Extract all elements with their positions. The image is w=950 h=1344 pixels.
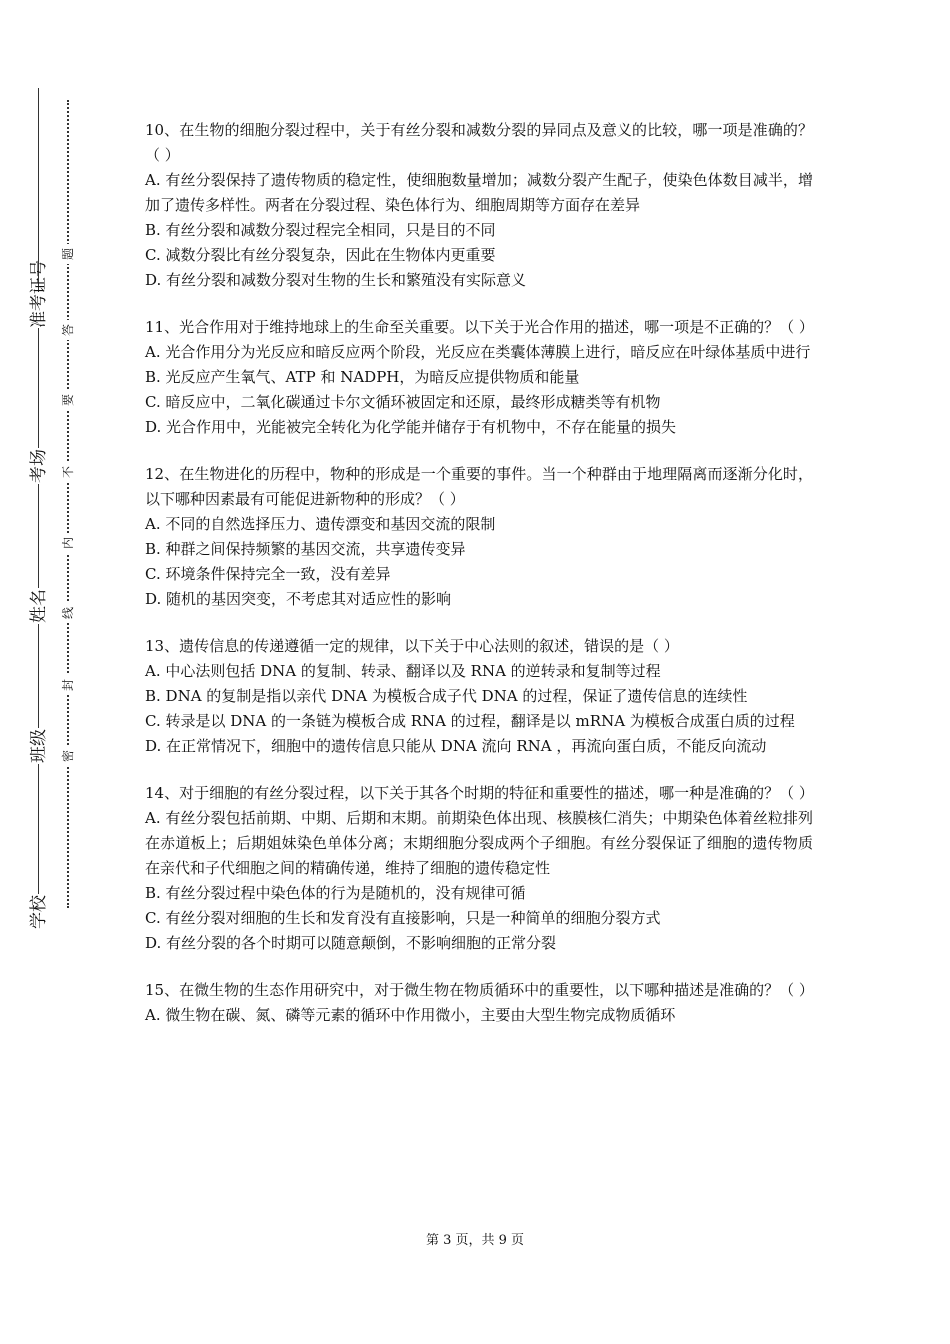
question-stem: 13、遗传信息的传递遵循一定的规律，以下关于中心法则的叙述，错误的是（ ） <box>145 637 679 655</box>
option-a: A. 有丝分裂包括前期、中期、后期和末期。前期染色体出现、核膜核仁消失；中期染色体着丝粒排列在赤道板上；后期姐妹染色单体分离；末期细胞分裂成两个子细胞。有丝分裂保证了细胞的遗传物质在亲代和子代细胞之间的精确传递，维持了细胞的遗传稳定性 <box>145 809 813 877</box>
binding-dotted-line <box>67 100 69 908</box>
question-11 <box>145 315 813 440</box>
page-number-footer: 第 3 页，共 9 页 <box>425 1233 525 1248</box>
question-stem: 15、在微生物的生态作用研究中，对于微生物在物质循环中的重要性，以下哪种描述是准确的？（ ） <box>145 981 814 999</box>
field-name-label: 姓名 <box>21 588 57 624</box>
seal-char: 内 <box>58 533 78 553</box>
option-b: B. DNA 的复制是指以亲代 DNA 为模板合成子代 DNA 的过程，保证了遗传信息的连续性 <box>145 687 748 705</box>
option-d: D. 有丝分裂和减数分裂对生物的生长和繁殖没有实际意义 <box>145 271 527 289</box>
option-b: B. 种群之间保持频繁的基因交流，共享遗传变异 <box>145 540 466 558</box>
field-exam-room-label: 考场 <box>21 448 57 484</box>
question-stem: 14、对于细胞的有丝分裂过程，以下关于其各个时期的特征和重要性的描述，哪一种是准确的？（ ） <box>145 784 814 802</box>
seal-char: 答 <box>58 320 78 340</box>
option-a: A. 中心法则包括 DNA 的复制、转录、翻译以及 RNA 的逆转录和复制等过程 <box>145 662 661 680</box>
option-a: A. 微生物在碳、氮、磷等元素的循环中作用微小，主要由大型生物完成物质循环 <box>145 1006 676 1024</box>
option-c: C. 转录是以 DNA 的一条链为模板合成 RNA 的过程，翻译是以 mRNA 为模板合成蛋白质的过程 <box>145 712 795 730</box>
option-b: B. 有丝分裂和减数分裂过程完全相同，只是目的不同 <box>145 221 496 239</box>
seal-char: 要 <box>58 390 78 410</box>
option-d: D. 有丝分裂的各个时期可以随意颠倒，不影响细胞的正常分裂 <box>145 934 557 952</box>
option-d: D. 在正常情况下，细胞中的遗传信息只能从 DNA 流向 RNA ，再流向蛋白质，不能反向流动 <box>145 737 767 755</box>
option-d: D. 光合作用中，光能被完全转化为化学能并储存于有机物中，不存在能量的损失 <box>145 418 677 436</box>
question-stem: 10、在生物的细胞分裂过程中，关于有丝分裂和减数分裂的异同点及意义的比较，哪一项是准确的？（ ） <box>145 121 813 164</box>
question-15 <box>145 978 813 1028</box>
seal-char: 封 <box>58 675 78 695</box>
option-a: A. 有丝分裂保持了遗传物质的稳定性，使细胞数量增加；减数分裂产生配子，使染色体数目减半，增加了遗传多样性。两者在分裂过程、染色体行为、细胞周期等方面存在差异 <box>145 171 813 214</box>
field-school-label: 学校 <box>21 894 57 930</box>
option-c: C. 环境条件保持完全一致，没有差异 <box>145 565 391 583</box>
seal-char: 密 <box>58 746 78 766</box>
question-12 <box>145 462 813 612</box>
binding-solid-line <box>38 88 39 928</box>
question-10 <box>145 118 813 293</box>
seal-char: 线 <box>58 603 78 623</box>
question-stem: 12、在生物进化的历程中，物种的形成是一个重要的事件。当一个种群由于地理隔离而逐渐分化时，以下哪种因素最有可能促进新物种的形成？（ ） <box>145 465 813 508</box>
seal-char: 题 <box>58 244 78 264</box>
question-stem: 11、光合作用对于维持地球上的生命至关重要。以下关于光合作用的描述，哪一项是不正确的？（ ） <box>145 318 814 336</box>
field-exam-number-label: 准考证号 <box>21 292 57 328</box>
field-class-label: 班级 <box>21 728 57 764</box>
option-c: C. 暗反应中，二氧化碳通过卡尔文循环被固定和还原，最终形成糖类等有机物 <box>145 393 661 411</box>
option-b: B. 有丝分裂过程中染色体的行为是随机的，没有规律可循 <box>145 884 526 902</box>
option-c: C. 减数分裂比有丝分裂复杂，因此在生物体内更重要 <box>145 246 496 264</box>
option-b: B. 光反应产生氧气、ATP 和 NADPH，为暗反应提供物质和能量 <box>145 368 580 386</box>
seal-char: 不 <box>58 462 78 482</box>
binding-margin <box>0 0 110 1344</box>
question-13 <box>145 634 813 759</box>
option-d: D. 随机的基因突变，不考虑其对适应性的影响 <box>145 590 452 608</box>
option-c: C. 有丝分裂对细胞的生长和发育没有直接影响，只是一种简单的细胞分裂方式 <box>145 909 661 927</box>
question-14 <box>145 781 813 956</box>
question-list <box>145 118 813 1050</box>
option-a: A. 不同的自然选择压力、遗传漂变和基因交流的限制 <box>145 515 496 533</box>
option-a: A. 光合作用分为光反应和暗反应两个阶段，光反应在类囊体薄膜上进行，暗反应在叶绿体基质中进行 <box>145 343 811 361</box>
